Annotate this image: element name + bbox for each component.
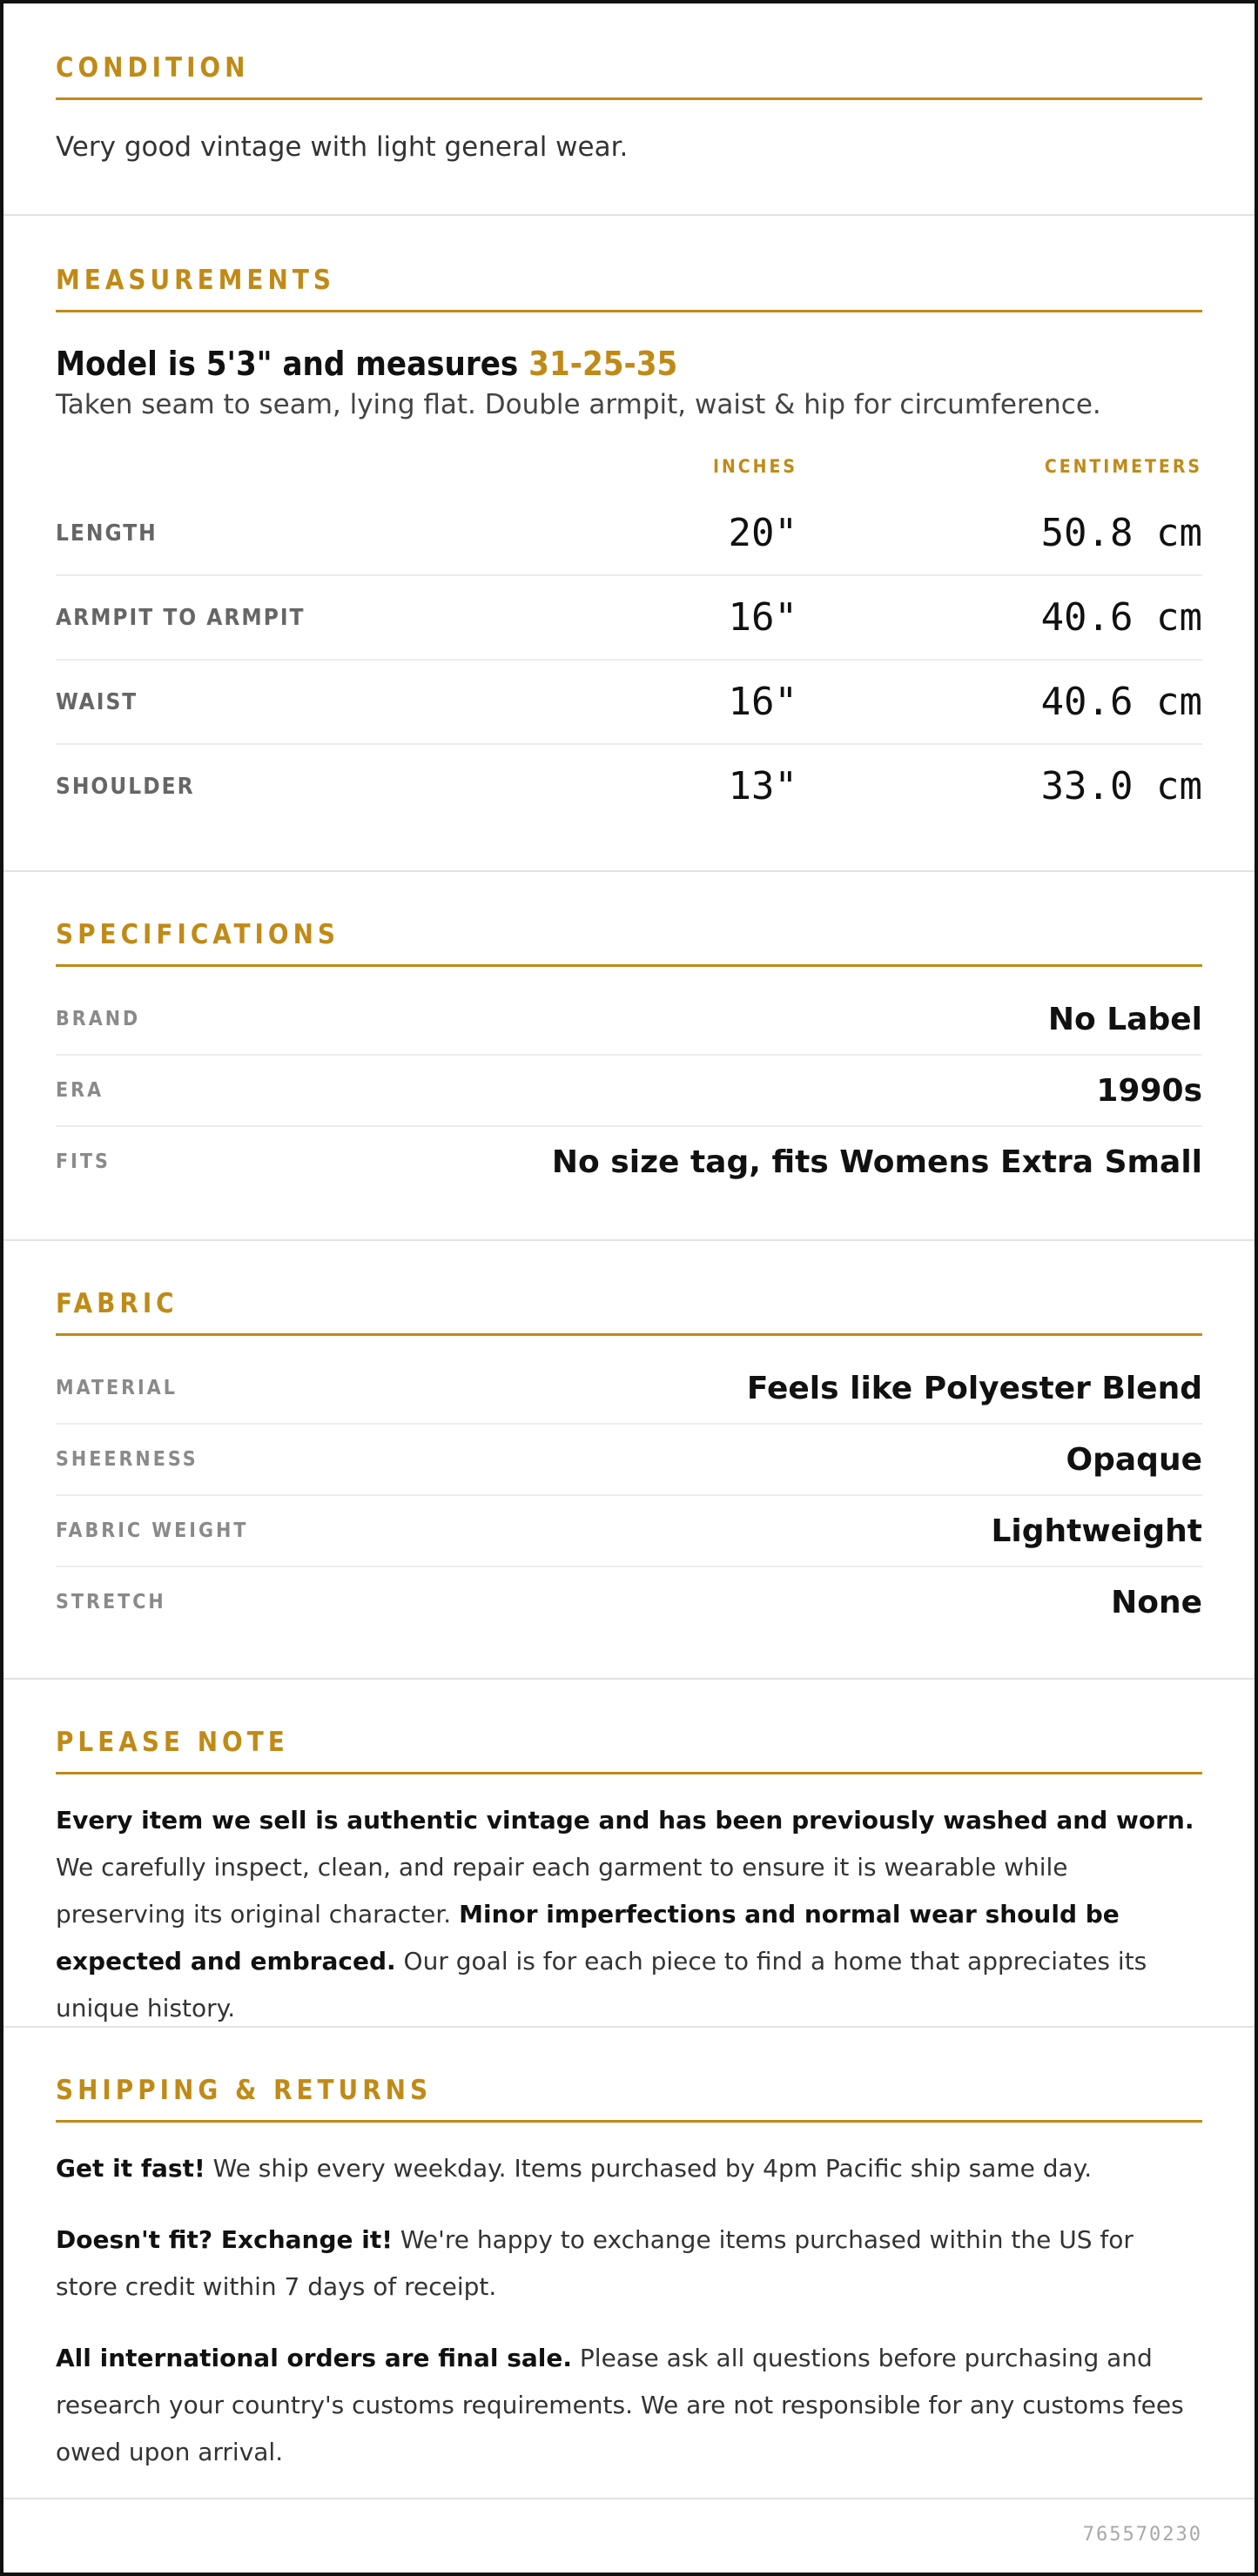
shipping-paragraph-exchange (56, 2217, 1202, 2311)
spec-label: BRAND (56, 1008, 141, 1030)
measurements-table (56, 492, 1202, 828)
fabric-label: FABRIC WEIGHT (56, 1519, 249, 1542)
shipping-bold: All international orders are final sale. (56, 2344, 573, 2372)
measurements-section (3, 216, 1255, 872)
measurement-row-length (56, 492, 1202, 576)
fabric-list (56, 1353, 1202, 1637)
spec-row-era (56, 1056, 1202, 1127)
spec-value: No Label (1047, 1001, 1202, 1037)
model-measurements-line (56, 344, 1202, 384)
shipping-text: Please ask all questions before purchasing and research your country's customs requirements. We are not responsible for any customs fees owed upon arrival. (56, 2344, 1184, 2466)
model-ratio: 31-25-35 (528, 345, 678, 383)
specifications-section (3, 872, 1255, 1241)
inches-column-header: INCHES (712, 456, 797, 477)
condition-title-rule (56, 97, 1202, 100)
shipping-bold: Doesn't fit? Exchange it! (56, 2225, 393, 2254)
please-note-title-rule (56, 1772, 1202, 1774)
measurement-row-shoulder (56, 745, 1202, 828)
measurement-inches: 16" (728, 680, 797, 724)
measurement-label: WAIST (56, 688, 138, 715)
note-text-2: Our goal is for each piece to find a home that appreciates its unique history. (56, 1947, 1147, 2023)
spec-row-brand (56, 984, 1202, 1056)
shipping-title-rule (56, 2120, 1202, 2123)
measurement-cm: 40.6 cm (1040, 595, 1202, 640)
fabric-value: Feels like Polyester Blend (746, 1370, 1202, 1406)
shipping-returns-section (3, 2028, 1255, 2499)
measurement-row-armpit (56, 576, 1202, 661)
note-bold-1: Every item we sell is authentic vintage and has been previously washed and worn. (56, 1806, 1194, 1835)
please-note-paragraph (56, 1797, 1202, 2032)
measurement-label: ARMPIT TO ARMPIT (56, 604, 306, 631)
specifications-title-rule (56, 964, 1202, 967)
note-bold-2: Minor imperfections and normal wear should be expected and embraced. (56, 1900, 1120, 1976)
fabric-row-stretch (56, 1567, 1202, 1637)
measurement-inches: 20" (728, 511, 797, 555)
measurements-header (56, 453, 1202, 480)
measurement-inches: 16" (728, 595, 797, 640)
fabric-section (3, 1241, 1255, 1680)
shipping-text: We're happy to exchange items purchased within the US for store credit within 7 days of receipt. (56, 2225, 1134, 2301)
measurement-row-waist (56, 661, 1202, 745)
fabric-row-weight (56, 1496, 1202, 1567)
shipping-text: We ship every weekday. Items purchased by 4pm Pacific ship same day. (205, 2154, 1093, 2183)
measurement-cm: 40.6 cm (1040, 680, 1202, 724)
spec-row-fits (56, 1127, 1202, 1197)
spec-label: FITS (56, 1150, 111, 1173)
shipping-title: SHIPPING & RETURNS (56, 2075, 433, 2106)
shipping-paragraph-international (56, 2335, 1202, 2476)
measurement-label: LENGTH (56, 520, 158, 547)
condition-section (3, 3, 1255, 216)
please-note-section (3, 1680, 1255, 2028)
fabric-title-rule (56, 1333, 1202, 1336)
measurements-title: MEASUREMENTS (56, 265, 335, 296)
measurement-label: SHOULDER (56, 773, 195, 800)
spec-value: No size tag, fits Womens Extra Small (551, 1144, 1202, 1180)
condition-title: CONDITION (56, 52, 250, 84)
note-text-1: We carefully inspect, clean, and repair each garment to ensure it is wearable while preserving its original character. (56, 1853, 1068, 1929)
please-note-title: PLEASE NOTE (56, 1727, 289, 1758)
fabric-value: Lightweight (991, 1513, 1202, 1549)
measurement-inches: 13" (728, 764, 797, 808)
fabric-row-sheerness (56, 1425, 1202, 1496)
measurement-cm: 50.8 cm (1040, 511, 1202, 555)
measurement-cm: 33.0 cm (1040, 764, 1202, 808)
specifications-list (56, 984, 1202, 1197)
product-id: 765570230 (1082, 2523, 1202, 2546)
model-prefix: Model is 5'3" and measures (56, 345, 519, 383)
measurements-note: Taken seam to seam, lying flat. Double armpit, waist & hip for circumference. (56, 389, 1101, 420)
fabric-label: STRETCH (56, 1591, 166, 1613)
fabric-title: FABRIC (56, 1288, 178, 1319)
footer (3, 2499, 1255, 2569)
spec-label: ERA (56, 1079, 104, 1102)
fabric-label: SHEERNESS (56, 1448, 198, 1471)
shipping-paragraph-fast (56, 2145, 1202, 2192)
shipping-bold: Get it fast! (56, 2154, 205, 2183)
specifications-title: SPECIFICATIONS (56, 919, 340, 950)
fabric-row-material (56, 1353, 1202, 1425)
condition-text: Very good vintage with light general wear. (56, 131, 629, 163)
measurements-title-rule (56, 310, 1202, 312)
spec-value: 1990s (1096, 1072, 1202, 1109)
fabric-value: Opaque (1066, 1441, 1202, 1478)
fabric-label: MATERIAL (56, 1377, 178, 1399)
centimeters-column-header: CENTIMETERS (1044, 456, 1202, 477)
fabric-value: None (1111, 1584, 1202, 1620)
